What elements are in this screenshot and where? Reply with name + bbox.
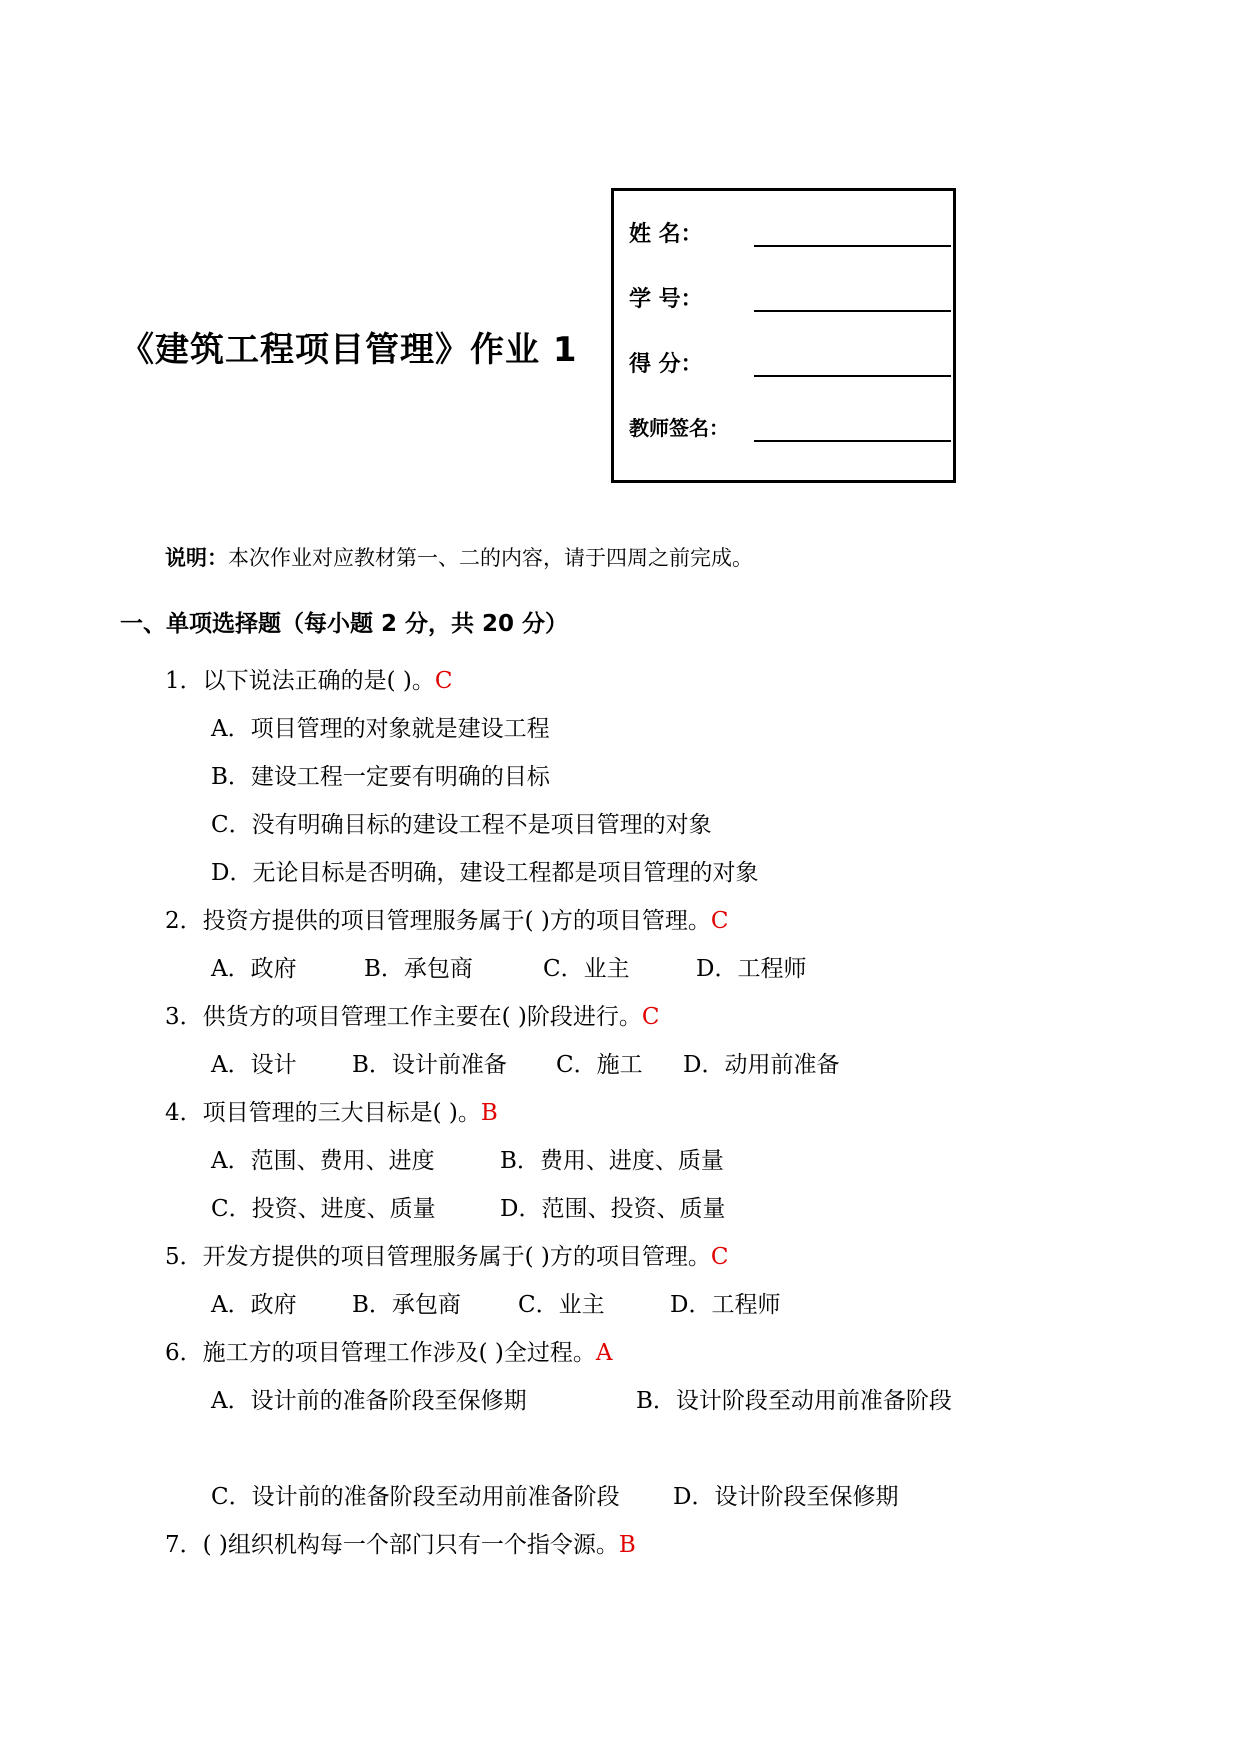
question-5: [165, 1238, 729, 1271]
question-stem: 2．投资方提供的项目管理服务属于( )方的项目管理。: [165, 908, 711, 934]
note-text: 本次作业对应教材第一、二的内容，请于四周之前完成。: [228, 546, 753, 570]
question-stem: 6．施工方的项目管理工作涉及( )全过程。: [165, 1340, 596, 1366]
q3-option-a: A．设计: [211, 1052, 297, 1078]
score-blank[interactable]: [754, 375, 951, 377]
answer-mark: C: [434, 668, 453, 694]
answer-mark: A: [595, 1340, 613, 1366]
answer-mark: C: [710, 1244, 729, 1270]
q5-option-c: C．业主: [518, 1292, 605, 1318]
q5-option-b: B．承包商: [352, 1292, 461, 1318]
answer-mark: B: [618, 1532, 636, 1558]
student-id-label: 学 号：: [629, 287, 703, 312]
question-6: [165, 1334, 613, 1367]
student-id-row: [629, 282, 949, 312]
name-blank[interactable]: [754, 245, 951, 247]
q4-option-d: D．范围、投资、质量: [500, 1196, 726, 1222]
q2-option-b: B．承包商: [364, 956, 473, 982]
teacher-signature-blank[interactable]: [754, 440, 951, 442]
question-stem: 1．以下说法正确的是( )。: [165, 668, 435, 694]
q2-option-c: C．业主: [543, 956, 630, 982]
name-row: [629, 217, 949, 247]
q6-option-c: C．设计前的准备阶段至动用前准备阶段: [211, 1484, 620, 1510]
answer-mark: B: [480, 1100, 498, 1126]
q6-option-a: A．设计前的准备阶段至保修期: [211, 1388, 527, 1414]
q5-option-d: D．工程师: [670, 1292, 781, 1318]
teacher-signature-row: [629, 412, 949, 442]
q3-option-b: B．设计前准备: [352, 1052, 507, 1078]
teacher-signature-label: 教师签名：: [629, 416, 729, 440]
question-3: [165, 998, 660, 1031]
question-1: [165, 662, 453, 695]
q6-option-d: D．设计阶段至保修期: [673, 1484, 899, 1510]
q1-option-c: C．没有明确目标的建设工程不是项目管理的对象: [211, 812, 712, 838]
question-4: [165, 1094, 498, 1127]
answer-mark: C: [710, 908, 729, 934]
score-label: 得 分：: [629, 352, 703, 377]
name-label: 姓 名：: [629, 222, 703, 247]
instructions-note: [165, 542, 753, 572]
q2-option-a: A．政府: [211, 956, 297, 982]
q1-option-a: A．项目管理的对象就是建设工程: [211, 716, 550, 742]
question-stem: 4．项目管理的三大目标是( )。: [165, 1100, 481, 1126]
q3-option-d: D．动用前准备: [683, 1052, 840, 1078]
q3-option-c: C．施工: [556, 1052, 643, 1078]
question-stem: 5．开发方提供的项目管理服务属于( )方的项目管理。: [165, 1244, 711, 1270]
document-title: 《建筑工程项目管理》作业 1: [120, 330, 578, 370]
answer-mark: C: [641, 1004, 660, 1030]
q1-option-b: B．建设工程一定要有明确的目标: [211, 764, 550, 790]
q2-option-d: D．工程师: [696, 956, 807, 982]
student-id-blank[interactable]: [754, 310, 951, 312]
score-row: [629, 347, 949, 377]
q4-option-a: A．范围、费用、进度: [211, 1148, 435, 1174]
student-info-box: [611, 188, 956, 483]
question-2: [165, 902, 729, 935]
question-stem: 7．( )组织机构每一个部门只有一个指令源。: [165, 1532, 619, 1558]
q1-option-d: D．无论目标是否明确，建设工程都是项目管理的对象: [211, 860, 759, 886]
question-7: [165, 1526, 636, 1559]
q6-option-b: B．设计阶段至动用前准备阶段: [636, 1388, 952, 1414]
question-stem: 3．供货方的项目管理工作主要在( )阶段进行。: [165, 1004, 642, 1030]
section-title: 一、单项选择题（每小题 2 分，共 20 分）: [120, 611, 569, 637]
note-label: 说明：: [165, 546, 228, 570]
q4-option-c: C．投资、进度、质量: [211, 1196, 436, 1222]
q5-option-a: A．政府: [211, 1292, 297, 1318]
q4-option-b: B．费用、进度、质量: [500, 1148, 724, 1174]
